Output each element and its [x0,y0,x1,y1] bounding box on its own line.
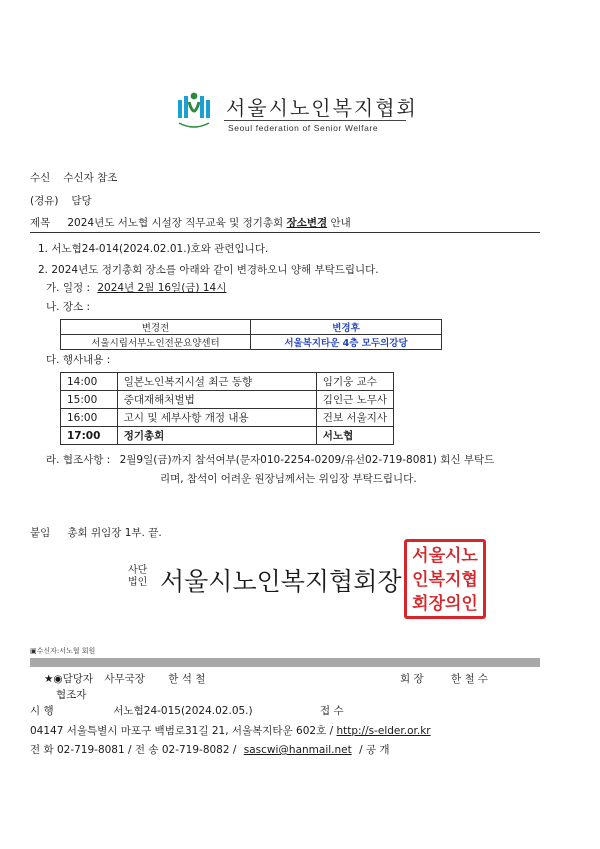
schedule-time: 16:00 [61,409,118,427]
seal-line-1: 서울시노 [412,546,478,566]
venue-after-value: 서울복지타운 4층 모두의강당 [251,335,442,350]
disclosure: / 공 개 [359,744,390,756]
footer-bar [30,658,540,667]
schedule-speaker: 서노협 [316,427,393,445]
attachment-line [30,525,162,540]
recipient-line [30,170,117,185]
date-value: 2024년 2월 16일(금) 14시 [97,282,227,294]
venue-before-value: 서울시립서부노인전문요양센터 [61,335,251,350]
coop-text-1: 2월9일(금)까지 참석여부(문자010-2254-0209/유선02-719-8081) 회신 부탁드 [119,454,495,466]
place-label: 나. 장소 : [46,301,90,313]
chair-role: 회 장 [400,673,424,685]
staff-role: 사무국장 [104,673,145,685]
attachment-value: 총회 위임장 1부. 끝. [67,527,162,539]
via-line [30,193,92,208]
schedule-table [60,372,394,445]
date-line [46,280,226,295]
body-item-1: 1. 서노협24-014(2024.02.01.)호와 관련입니다. [38,243,269,255]
schedule-row [61,409,394,427]
via-value: 담당 [71,195,92,207]
recipient-value: 수신자 참조 [63,172,118,184]
email-link[interactable]: sascwi@hanmail.net [243,744,352,756]
schedule-row [61,427,394,445]
enforce-label: 시 행 [30,705,54,717]
header-rule [224,120,406,121]
coop-line-1 [46,452,494,467]
venue-after-header: 변경후 [251,320,442,335]
via-label: (경유) [30,195,59,207]
schedule-title: 일본노인복지시설 최근 동향 [117,373,316,391]
venue-change-table [60,319,442,350]
coop-label: 라. 협조사항 : [46,454,111,466]
subject-label: 제목 [30,217,51,229]
enforce-value: 서노협24-015(2024.02.05.) [113,705,253,717]
body-item-2: 2. 2024년도 정기총회 장소를 아래와 같이 변경하오니 양해 부탁드립니다. [38,264,379,276]
corp-type-top: 사단 [128,565,148,576]
program-label: 다. 행사내용 : [46,354,111,366]
corp-type-bottom: 법인 [128,577,148,588]
signatory-name: 서울시노인복지협회장 [160,567,402,596]
schedule-time: 14:00 [61,373,118,391]
schedule-speaker: 김인근 노무사 [316,391,393,409]
schedule-speaker: 임기웅 교수 [316,373,393,391]
schedule-row [61,391,394,409]
seal-line-3: 회장의인 [412,594,478,614]
phone-line: 전 화 02-719-8081 / 전 송 02-719-8082 / [30,744,237,756]
subject-emphasis: 장소변경 [286,217,328,229]
subject-suffix: 안내 [330,217,351,229]
enforce-line [30,703,344,718]
recipient-note: ▣수신자:서노협 회원 [30,647,96,655]
schedule-title: 고시 및 세부사항 개정 내용 [117,409,316,427]
recipient-label: 수신 [30,172,51,184]
date-label: 가. 일정 : [46,282,90,294]
subject-line [30,215,351,230]
receipt-label: 접 수 [319,705,344,717]
contact-line [30,742,390,757]
association-logo-icon [176,90,212,130]
website-link[interactable]: http://s-elder.or.kr [336,725,431,737]
subject-divider [30,232,540,233]
coop-text-2: 리며, 참석이 어려운 원장님께서는 위임장 부탁드립니다. [160,473,417,485]
schedule-time: 17:00 [61,427,118,445]
address: 04147 서울특별시 마포구 백범로31길 21, 서울복지타운 602호 / [30,725,334,737]
chair-name: 한 철 수 [450,673,489,685]
org-title: 서울시노인복지협회 [226,96,418,120]
schedule-time: 15:00 [61,391,118,409]
seal-line-2: 인복지협 [412,570,478,590]
staff-prefix: ★◉담당자 [44,673,94,685]
schedule-title: 정기총회 [117,427,316,445]
corp-type [128,565,147,589]
official-seal [404,539,486,619]
org-english-name: Seoul federation of Senior Welfare [228,123,379,133]
venue-before-header: 변경전 [61,320,251,335]
attachment-label: 붙임 [30,527,51,539]
subject-prefix: 2024년도 서노협 시설장 직무교육 및 정기총회 [67,217,284,229]
cooperator-label: 협조자 [56,689,87,701]
address-line [30,723,431,738]
schedule-speaker: 건보 서울지사 [316,409,393,427]
schedule-row [61,373,394,391]
schedule-title: 중대재해처벌법 [117,391,316,409]
staff-name: 한 석 철 [168,673,206,685]
staff-line [44,671,205,686]
chair-line [400,671,488,686]
